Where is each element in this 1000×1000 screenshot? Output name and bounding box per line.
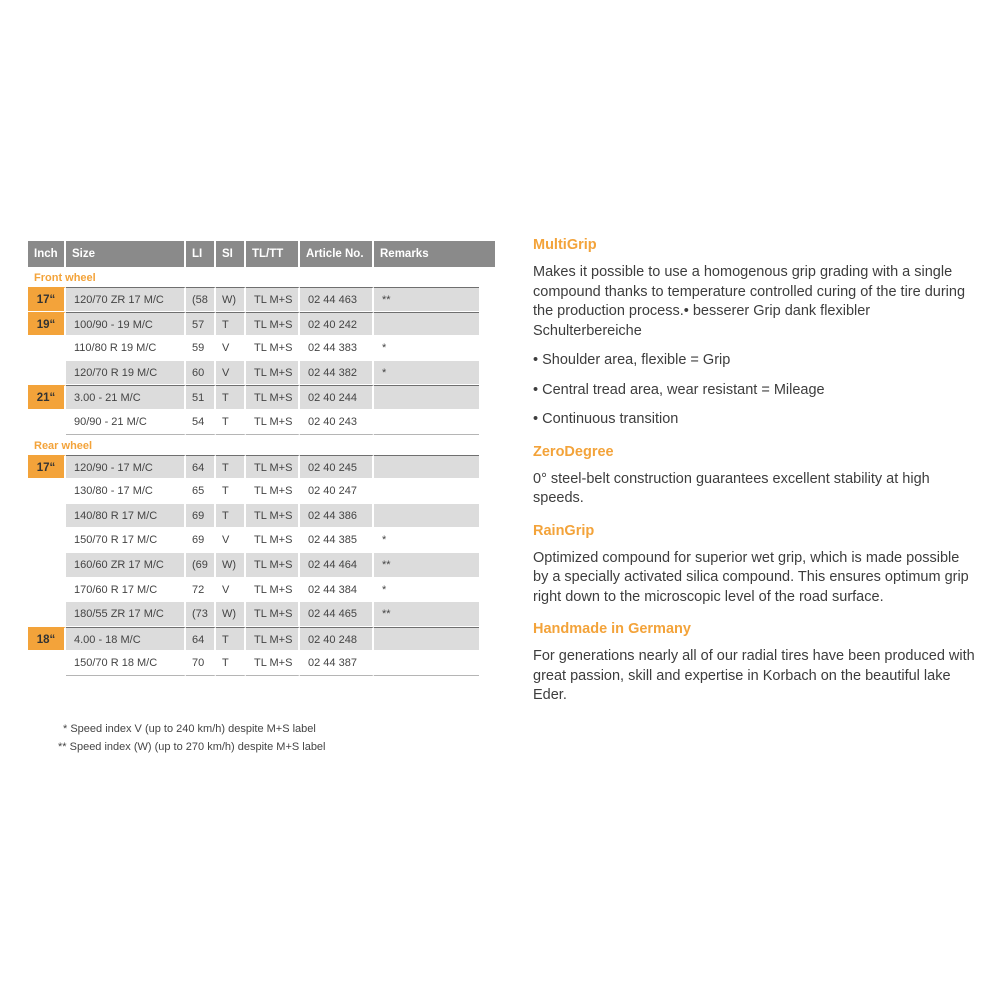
cell-si: V xyxy=(216,361,246,386)
cell-article: 02 40 244 xyxy=(300,385,374,410)
cell-size: 120/70 R 19 M/C xyxy=(66,361,186,386)
tire-size-table xyxy=(28,241,495,676)
cell-tltt: TL M+S xyxy=(246,627,300,652)
cell-size: 140/80 R 17 M/C xyxy=(66,504,186,529)
cell-size: 120/70 ZR 17 M/C xyxy=(66,287,186,312)
feature-raingrip xyxy=(533,523,978,608)
cell-size: 120/90 - 17 M/C xyxy=(66,455,186,480)
cell-remarks: * xyxy=(374,336,479,361)
cell-remarks xyxy=(374,410,479,435)
cell-size: 180/55 ZR 17 M/C xyxy=(66,602,186,627)
table-row xyxy=(28,455,495,480)
table-row xyxy=(28,651,495,676)
section-label: Front wheel xyxy=(34,272,96,284)
cell-si: T xyxy=(216,479,246,504)
cell-tltt: TL M+S xyxy=(246,361,300,386)
cell-si: T xyxy=(216,627,246,652)
cell-tltt: TL M+S xyxy=(246,410,300,435)
cell-inch xyxy=(28,479,66,504)
table-row xyxy=(28,336,495,361)
cell-inch xyxy=(28,336,66,361)
cell-remarks xyxy=(374,312,479,337)
table-row xyxy=(28,504,495,529)
cell-article: 02 40 247 xyxy=(300,479,374,504)
cell-article: 02 44 387 xyxy=(300,651,374,676)
cell-remarks xyxy=(374,504,479,529)
cell-tltt: TL M+S xyxy=(246,287,300,312)
feature-body: 0° steel-belt construction guarantees excellent stability at high speeds. xyxy=(533,470,930,506)
cell-remarks: ** xyxy=(374,553,479,578)
cell-li: (58 xyxy=(186,287,216,312)
cell-si: W) xyxy=(216,553,246,578)
col-header-size: Size xyxy=(66,241,186,267)
feature-bullet: • Continuous transition xyxy=(533,411,679,427)
cell-si: T xyxy=(216,651,246,676)
table-row xyxy=(28,410,495,435)
footnotes xyxy=(28,720,408,756)
cell-li: 51 xyxy=(186,385,216,410)
cell-inch: 17“ xyxy=(28,455,66,480)
cell-article: 02 40 242 xyxy=(300,312,374,337)
cell-inch: 21“ xyxy=(28,385,66,410)
cell-tltt: TL M+S xyxy=(246,528,300,553)
cell-tltt: TL M+S xyxy=(246,479,300,504)
feature-body: Makes it possible to use a homogenous grip grading with a single compound thanks to temperature controlled curing of the tire during the production process.• besserer Grip dank flexibler Schulterbereiche xyxy=(533,264,966,339)
cell-inch xyxy=(28,410,66,435)
cell-remarks: * xyxy=(374,361,479,386)
cell-li: 69 xyxy=(186,504,216,529)
cell-article: 02 44 465 xyxy=(300,602,374,627)
cell-remarks: * xyxy=(374,528,479,553)
table-row xyxy=(28,312,495,337)
cell-si: T xyxy=(216,504,246,529)
table-row xyxy=(28,627,495,652)
cell-tltt: TL M+S xyxy=(246,553,300,578)
cell-li: 59 xyxy=(186,336,216,361)
feature-title: Handmade in Germany xyxy=(533,621,691,637)
cell-inch xyxy=(28,578,66,603)
col-header-article: Article No. xyxy=(300,241,374,267)
cell-li: 54 xyxy=(186,410,216,435)
feature-descriptions xyxy=(533,237,978,720)
table-row xyxy=(28,578,495,603)
cell-size: 110/80 R 19 M/C xyxy=(66,336,186,361)
table-row xyxy=(28,553,495,578)
cell-si: V xyxy=(216,336,246,361)
cell-si: V xyxy=(216,528,246,553)
feature-body: Optimized compound for superior wet grip, which is made possible by a specially activated silica compound. This ensures optimum grip right down to the microscopic level of the road surface. xyxy=(533,549,969,605)
cell-li: 64 xyxy=(186,627,216,652)
cell-article: 02 44 463 xyxy=(300,287,374,312)
feature-multigrip xyxy=(533,237,978,430)
cell-size: 90/90 - 21 M/C xyxy=(66,410,186,435)
feature-bullet: • Shoulder area, flexible = Grip xyxy=(533,352,731,368)
feature-title: ZeroDegree xyxy=(533,443,614,460)
cell-inch xyxy=(28,361,66,386)
cell-li: (69 xyxy=(186,553,216,578)
cell-article: 02 44 382 xyxy=(300,361,374,386)
cell-remarks xyxy=(374,479,479,504)
cell-li: 65 xyxy=(186,479,216,504)
cell-remarks xyxy=(374,651,479,676)
cell-tltt: TL M+S xyxy=(246,336,300,361)
cell-size: 160/60 ZR 17 M/C xyxy=(66,553,186,578)
cell-size: 150/70 R 18 M/C xyxy=(66,651,186,676)
col-header-tltt: TL/TT xyxy=(246,241,300,267)
feature-title: RainGrip xyxy=(533,522,595,539)
cell-remarks xyxy=(374,627,479,652)
cell-si: T xyxy=(216,385,246,410)
feature-bullet: • Central tread area, wear resistant = Mileage xyxy=(533,381,825,398)
cell-inch: 18“ xyxy=(28,627,66,652)
col-header-inch: Inch xyxy=(28,241,66,267)
cell-si: T xyxy=(216,455,246,480)
cell-remarks xyxy=(374,385,479,410)
cell-remarks xyxy=(374,455,479,480)
table-row xyxy=(28,385,495,410)
cell-remarks: ** xyxy=(374,602,479,627)
col-header-si: SI xyxy=(216,241,246,267)
cell-article: 02 44 384 xyxy=(300,578,374,603)
section-label: Rear wheel xyxy=(34,439,93,452)
cell-tltt: TL M+S xyxy=(246,385,300,410)
cell-size: 3.00 - 21 M/C xyxy=(66,385,186,410)
cell-remarks: * xyxy=(374,578,479,603)
cell-article: 02 40 248 xyxy=(300,627,374,652)
cell-size: 100/90 - 19 M/C xyxy=(66,312,186,337)
cell-article: 02 44 385 xyxy=(300,528,374,553)
cell-si: W) xyxy=(216,602,246,627)
cell-tltt: TL M+S xyxy=(246,578,300,603)
cell-tltt: TL M+S xyxy=(246,504,300,529)
table-row xyxy=(28,528,495,553)
cell-li: (73 xyxy=(186,602,216,627)
feature-zerodegree xyxy=(533,444,978,509)
cell-article: 02 44 464 xyxy=(300,553,374,578)
cell-li: 70 xyxy=(186,651,216,676)
col-header-remarks: Remarks xyxy=(380,248,429,260)
cell-remarks: ** xyxy=(374,287,479,312)
col-header-li: LI xyxy=(186,241,216,267)
cell-tltt: TL M+S xyxy=(246,651,300,676)
cell-article: 02 44 383 xyxy=(300,336,374,361)
table-row xyxy=(28,479,495,504)
cell-inch xyxy=(28,651,66,676)
footnote-double-star: ** Speed index (W) (up to 270 km/h) despite M+S label xyxy=(58,741,326,753)
cell-li: 69 xyxy=(186,528,216,553)
cell-si: T xyxy=(216,410,246,435)
table-row xyxy=(28,287,495,312)
cell-inch: 17“ xyxy=(28,287,66,312)
cell-li: 57 xyxy=(186,312,216,337)
cell-article: 02 44 386 xyxy=(300,504,374,529)
feature-handmade xyxy=(533,621,978,706)
cell-si: T xyxy=(216,312,246,337)
cell-si: W) xyxy=(216,287,246,312)
cell-li: 72 xyxy=(186,578,216,603)
cell-size: 130/80 - 17 M/C xyxy=(66,479,186,504)
feature-title: MultiGrip xyxy=(533,237,597,253)
cell-tltt: TL M+S xyxy=(246,312,300,337)
table-row xyxy=(28,602,495,627)
footnote-single-star: * Speed index V (up to 240 km/h) despite M+S label xyxy=(63,723,316,735)
feature-body: For generations nearly all of our radial tires have been produced with great passion, skill and expertise in Korbach on the beautiful lake Eder. xyxy=(533,648,975,703)
cell-tltt: TL M+S xyxy=(246,602,300,627)
cell-inch xyxy=(28,504,66,529)
cell-article: 02 40 245 xyxy=(300,455,374,480)
cell-tltt: TL M+S xyxy=(246,455,300,480)
table-header xyxy=(28,241,495,267)
cell-li: 64 xyxy=(186,455,216,480)
cell-inch xyxy=(28,602,66,627)
cell-si: V xyxy=(216,578,246,603)
cell-size: 4.00 - 18 M/C xyxy=(66,627,186,652)
cell-inch xyxy=(28,553,66,578)
cell-inch xyxy=(28,528,66,553)
cell-size: 170/60 R 17 M/C xyxy=(66,578,186,603)
table-row xyxy=(28,361,495,386)
cell-li: 60 xyxy=(186,361,216,386)
table-body xyxy=(28,267,495,676)
cell-article: 02 40 243 xyxy=(300,410,374,435)
cell-size: 150/70 R 17 M/C xyxy=(66,528,186,553)
cell-inch: 19“ xyxy=(28,312,66,337)
